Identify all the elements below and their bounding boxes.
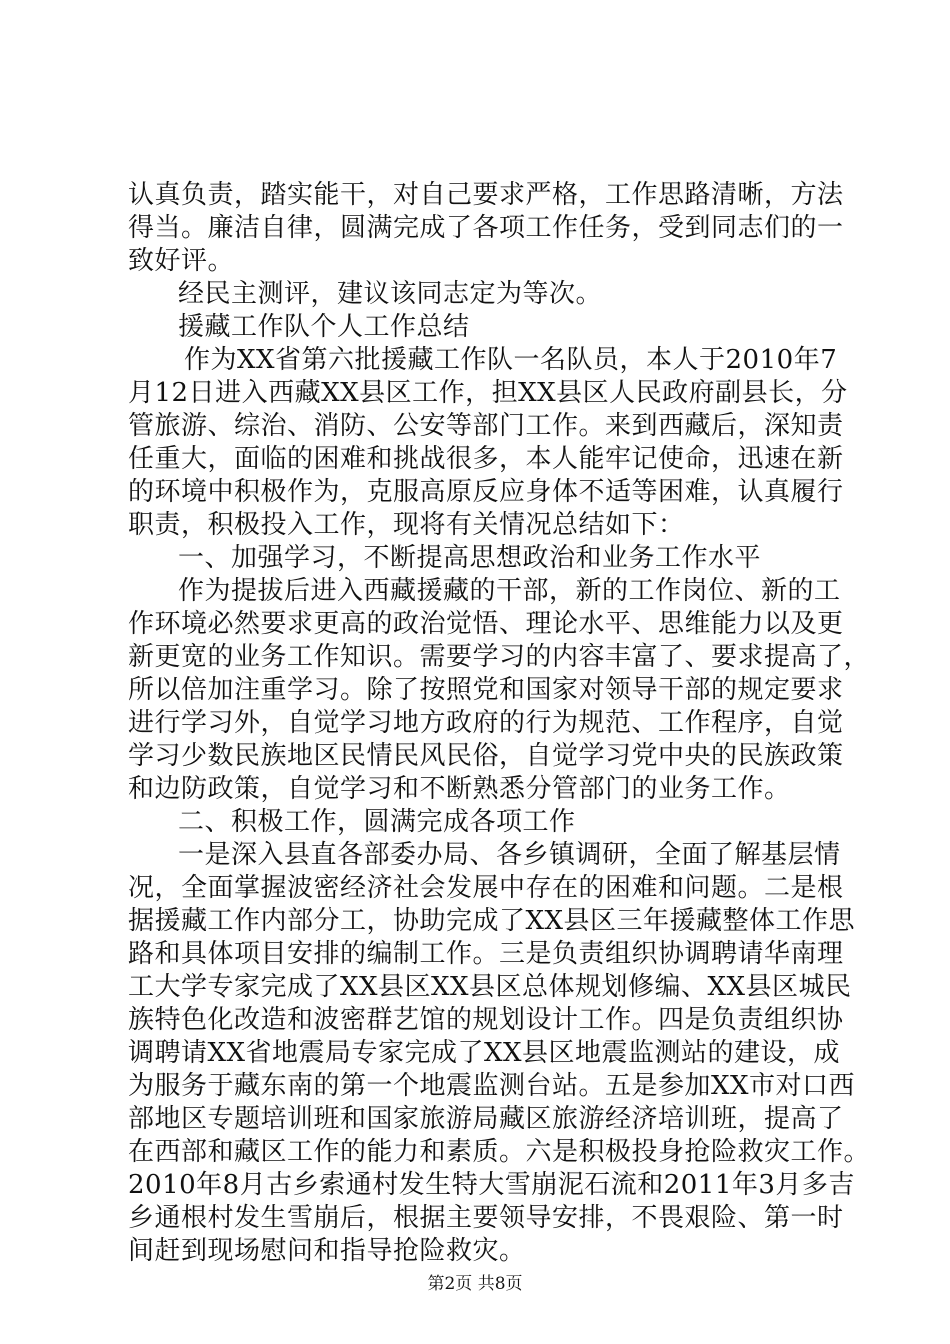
paragraph-line: 新更宽的业务工作知识。需要学习的内容丰富了、要求提高了， bbox=[128, 642, 871, 672]
paragraph-line: 任重大，面临的困难和挑战很多，本人能牢记使命，迅速在新 bbox=[128, 444, 844, 474]
paragraph-line: 学习少数民族地区民情民风民俗，自觉学习党中央的民族政策 bbox=[128, 741, 844, 771]
paragraph-line: 据援藏工作内部分工，协助完成了XX县区三年援藏整体工作思 bbox=[128, 906, 856, 936]
paragraph-line: 路和具体项目安排的编制工作。三是负责组织协调聘请华南理 bbox=[128, 939, 844, 969]
paragraph-line: 月12日进入西藏XX县区工作，担XX县区人民政府副县长，分 bbox=[128, 378, 848, 408]
paragraph-line: 作为提拔后进入西藏援藏的干部，新的工作岗位、新的工 bbox=[178, 576, 841, 606]
paragraph-line: 所以倍加注重学习。除了按照党和国家对领导干部的规定要求 bbox=[128, 675, 844, 705]
page-footer: 第2页 共8页 bbox=[427, 1274, 523, 1294]
paragraph-line: 作为XX省第六批援藏工作队一名队员，本人于2010年7 bbox=[184, 345, 838, 375]
paragraph-line: 在西部和藏区工作的能力和素质。六是积极投身抢险救灾工作。 bbox=[128, 1137, 871, 1167]
section-heading: 二、积极工作，圆满完成各项工作 bbox=[178, 807, 576, 837]
paragraph-line: 认真负责，踏实能干，对自己要求严格，工作思路清晰，方法 bbox=[128, 180, 844, 210]
paragraph-line: 工大学专家完成了XX县区XX县区总体规划修编、XX县区城民 bbox=[128, 972, 852, 1002]
paragraph-line: 为服务于藏东南的第一个地震监测台站。五是参加XX市对口西 bbox=[128, 1071, 856, 1101]
paragraph-line: 一是深入县直各部委办局、各乡镇调研，全面了解基层情 bbox=[178, 840, 841, 870]
paragraph-line: 作环境必然要求更高的政治觉悟、理论水平、思维能力以及更 bbox=[128, 609, 844, 639]
paragraph-line: 乡通根村发生雪崩后，根据主要领导安排，不畏艰险、第一时 bbox=[128, 1203, 844, 1233]
paragraph-line: 进行学习外，自觉学习地方政府的行为规范、工作程序，自觉 bbox=[128, 708, 844, 738]
paragraph-line: 的环境中积极作为，克服高原反应身体不适等困难，认真履行 bbox=[128, 477, 844, 507]
section-heading: 一、加强学习，不断提高思想政治和业务工作水平 bbox=[178, 543, 762, 573]
paragraph-line: 2010年8月古乡索通村发生特大雪崩泥石流和2011年3月多吉 bbox=[128, 1170, 855, 1200]
paragraph-line: 部地区专题培训班和国家旅游局藏区旅游经济培训班，提高了 bbox=[128, 1104, 844, 1134]
paragraph-line: 间赶到现场慰问和指导抢险救灾。 bbox=[128, 1236, 526, 1266]
paragraph-line: 和边防政策，自觉学习和不断熟悉分管部门的业务工作。 bbox=[128, 774, 791, 804]
paragraph-line: 职责，积极投入工作，现将有关情况总结如下： bbox=[128, 510, 685, 540]
section-heading: 援藏工作队个人工作总结 bbox=[178, 312, 470, 342]
paragraph-line: 致好评。 bbox=[128, 246, 235, 276]
paragraph-line: 得当。廉洁自律，圆满完成了各项工作任务，受到同志们的一 bbox=[128, 213, 844, 243]
paragraph-line: 调聘请XX省地震局专家完成了XX县区地震监测站的建设，成 bbox=[128, 1038, 841, 1068]
paragraph-line: 族特色化改造和波密群艺馆的规划设计工作。四是负责组织协 bbox=[128, 1005, 844, 1035]
paragraph-line: 管旅游、综治、消防、公安等部门工作。来到西藏后，深知责 bbox=[128, 411, 844, 441]
paragraph-line: 经民主测评，建议该同志定为等次。 bbox=[178, 279, 603, 309]
paragraph-line: 况，全面掌握波密经济社会发展中存在的困难和问题。二是根 bbox=[128, 873, 844, 903]
